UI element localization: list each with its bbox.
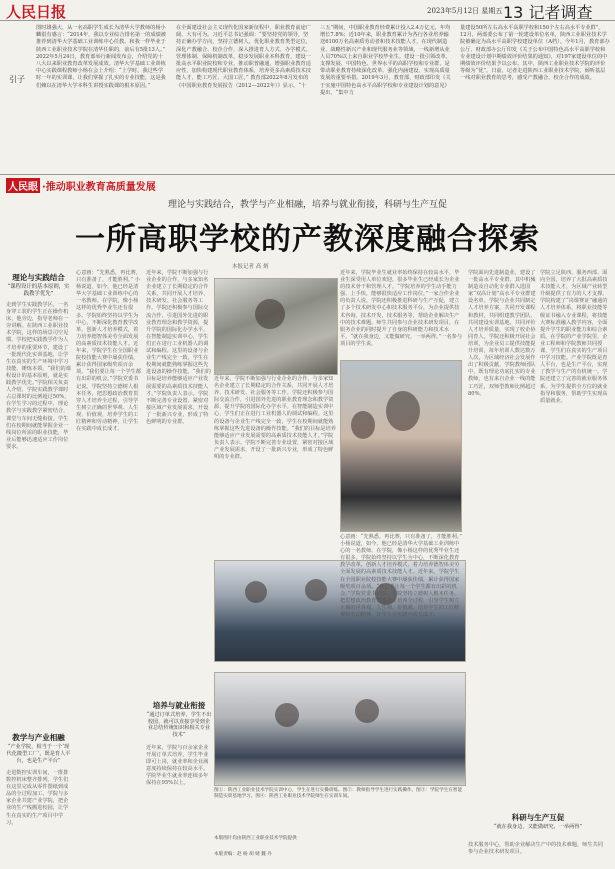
intro-column-2: 在全面建设社会主义现代化国家新征程中，职业教育前途广阔、大有可为。习近平总书记强调：“要坚持党的领导，坚持正确办学方向，坚持立德树人，优化职业教育类型定位，深化产教融合、校企合作，深入推进育人方式、办学模式、管理体制、保障机制改革，稳步发展职业本科教育，建设一批高水平职业院校和专业，推动职普融通，增强职业教育适应性，加快构建现代职业教育体系，培养更多高素质技术技能人才、能工巧匠、大国工匠。” 教育部2022年8月发布的《中国职业教育发展报告（2012—2022年）》显示，“十 (176, 25, 311, 89)
sidebar2-title: 教学与产业相融 (12, 733, 65, 742)
article-headline: 一所高职学校的产教深度融合探索 (75, 222, 540, 257)
sidebar1-body: 走到学生实践教学区，一名身穿工装的学生正在操作机床，他旁边，指导老师在一旁讲解。在陕西工业职业技术学院，这样的场景司空见惯。学校把实践教学作为人才培养的重要环节，建设了一批现代化实训基地，让学生在真实的生产环境中学习技能、锤炼本领。“我们的课程设计的基本原则，就是实践教学优先。”学院相关负责人介绍，学院实践教学课时占总课时的比例超过50%，在学生学习的过程中，理论教学与实践教学紧密结合，课堂与车间无缝衔接。学生们在校期间就能掌握企业一线岗位所需的职业技能，毕业后能够迅速适应工作岗位要求。 (6, 302, 71, 450)
photo-2-figure (386, 391, 420, 431)
section-title: 13 记者调查 (503, 3, 593, 22)
photo-caption: 图①：陕西工业职业技术学院实训中心，学生在进行实操训练。图②：教师指导学生进行实践操作。图③：学院学生在智能制造实训基地学习。图④：陕西工业职业技术学院师生在实训车间。 (214, 788, 463, 800)
sidebar2-subtitle: “产业学院，相当于一个‘现代化微型工厂’，既是育人平台，也是生产平台” (6, 744, 71, 764)
article-subhead: 理论与实践结合，教学与产业相融，培养与就业衔接，科研与生产互促 (167, 200, 447, 210)
article-column-3b: 近年来，学院不断加强与行业企业的合作，与多家知名企业建立了长期稳定的合作关系，共同开展人才培养、技术研发、社会服务等工作。学院还积极参与国际交流合作，引进国外先进的职业教育理念和教学资源，提升学院的国际化办学水平。在智能制造实训中心，学生们正在进行工业机器人的调试和编程。这里的设备与企业生产线完全一致，学生在校期间就能熟练掌握这些先进设备的操作技能。“我们的目标是培养能够适应产业发展需要的高素质技术技能人才。”学院负责人表示。学院不断完善专业设置，紧密对接区域产业发展需求，开设了一批新兴专业，形成了特色鲜明的专业群。 (214, 376, 336, 461)
intro-column-3: 三五”期间，中国职业教育经费累计投入2.4万亿元，年均增长7.8%；近10年来，职业教育累计为各行各业培养输送6100万名高素质劳动者和技术技能人才，在现代制造业、战略性新兴产业和现代服务业等领域，一线新增从业人员70%以上来自职业学校毕业生。建设一批引领改革、支撑发展、中国特色、世界水平的高职学校和专业群，是带动职业教育持续深化改革、强化内涵建设、实现高质量发展的重要举措。2019年3月，教育部、财政部印发《关于实施中国特色高水平高职学校和专业建设计划的意见》提出，“集中力 (320, 25, 451, 96)
sidebar3-body: 近年来，学院与百余家企业开展订单式培养，学生毕业即可上岗，就业率和企业满意度持续保持在较高水平。学院毕业生就业率连续多年保持在95%以上。 (146, 745, 209, 787)
sidebar4-title: 科研与生产互促 (511, 813, 565, 822)
article-byline: 本报记者 高 炳 (232, 264, 269, 270)
article-column-4: 近年来，学院毕业生就业率始终保持在较高水平，毕业生深受用人单位欢迎。很多毕业生已经成长为企业的技术骨干和管理人才。“学院培养的学生动手能力强、上手快，能够很快适应工作岗位。”一家合作企业的负责人说。学院还积极推进科研与生产互促，建立了多个技术研发中心和技术服务平台，为企业提供技术咨询、技术开发、技术服务等，帮助企业解决生产中的技术难题。师生共同参与企业技术研发项目，在服务企业的同时提升了自身的科研能力和技术水平。“就在我身边，又能做研究，一举两得。”一名参与项目的学生说。 (340, 270, 463, 347)
photo-4 (214, 672, 466, 786)
intro-label: 引子 (9, 75, 25, 84)
article-column-5: 学院面向先进制造业，建设了一批高水平专业群，其中机械制造及自动化专业群入选国家“双高计划”高水平专业群建设名单。学院与企业共同制定人才培养方案，共同开发课程和教材，共同组建教学团队，共同建设实训基地，共同评价人才培养质量，实现了校企协同育人。学院还积极开展社会培训，为企业员工提供技能提升培训，每年培训人数达数万人次，为区域经济社会发展作出了积极贡献。学院教师团队中，既有理论功底扎实的专业教师，也有来自企业一线的能工巧匠，双师型教师比例超过80%。 (468, 270, 536, 397)
photo-3-figure-1 (245, 581, 267, 603)
photo-2 (340, 360, 462, 532)
sidebar4-body: 技术服务中心，帮助企业解决生产中的技术难题，师生共同参与企业技术研发项目。 (468, 842, 603, 856)
sidebar1-title: 理论与实践结合 (12, 273, 65, 282)
article-column-6: 学院立足陕西、服务西部、面向全国，培养了大批高素质技术技能人才，为区域产业转型升级提供了有力的人才支撑。学院构建了“岗课赛证”融通的人才培养体系，将职业技能等级证书融入专业课程，将技能大赛标准融入教学内容，全面提升学生的职业能力和综合素质。在学院的产业学院里，企业工程师和学院教师共同授课，学生们在真实的生产项目中学习技能。产业学院既是育人平台，也是生产平台，实现了教学与生产的有机统一。学院还建立了完善的就业服务体系，为学生提供全方位的就业指导和服务，帮助学生实现高质量就业。 (540, 270, 608, 404)
newspaper-logo: 人民日报 (6, 3, 67, 21)
intro-column-4: 量建设50所左右高水平高职学校和150个左右高水平专业群”。12月，两部委公布了第一轮建设单位名单，陕西工业职业技术学院被确定为高水平高职学校建设单位（A档）。今年1月，教育部办公厅、财政部办公厅印发《关于公布中国特色高水平高职学校和专业建设计划中期绩效评价结果的通知》，对197家建设单位的中期绩效评价结果予以公布。其中，陕西工业职业技术学院的评价等级为“优”。日前，记者走进陕西工业职业技术学院，倾听基层一线对职业教育的思考，感受产教融合、校企合作的成效。 (460, 25, 610, 82)
section-divider (0, 174, 615, 175)
photo-1-figure (255, 299, 285, 329)
article-column-3: 近年来，学院不断加强与行业企业的合作，与多家知名企业建立了长期稳定的合作关系，共同开展人才培养、技术研发、社会服务等工作。学院还积极参与国际交流合作，引进国外先进的职业教育理念和教学资源，提升学院的国际化办学水平。在智能制造实训中心，学生们正在进行工业机器人的调试和编程。这里的设备与企业生产线完全一致，学生在校期间就能熟练掌握这些先进设备的操作技能。“我们的目标是培养能够适应产业发展需要的高素质技术技能人才。”学院负责人表示。学院不断完善专业设置，紧密对接区域产业发展需求，开设了一批新兴专业，形成了特色鲜明的专业群。 (146, 270, 211, 425)
banner-badge: 人民眼 (6, 178, 40, 193)
article-column-4b: 心意画：“先熟悉，再比赛，只有准备了，才能胜利。” 小杨说道，如今，他已经是清华大学基础工业训练中心的一名教师。在学院，像小杨这样的优秀毕业生还有很多。学院始终坚持以学生为中心，不断深化教育教学改革，创新人才培养模式，着力培养德智体美劳全面发展的高素质技术技能人才。近年来，学院学生在全国职业院校技能大赛中屡获佳绩，累计获得国家级奖项百余项。“我们要让每一个学生都有出彩的机会。”学院党委书记说。学院坚持立德树人根本任务，把思想政治教育贯穿人才培养全过程，引导学生树立正确的世界观、人生观、价值观，培养学生的工匠精神和劳动精神，让学生在实践中成长成才。 (340, 534, 463, 619)
photo-2-figure-2 (351, 411, 375, 439)
page-editors: 本版责编：赵 杨 胡 婧 魏 丹 (214, 852, 272, 857)
column-banner (6, 178, 156, 193)
issue-date: 2023年5月12日 星期五 (427, 7, 503, 15)
masthead (0, 0, 615, 21)
photo-1 (214, 278, 338, 375)
sidebar3-title: 培养与就业衔接 (152, 701, 206, 710)
article-column-2: 心意画：“先熟悉，再比赛，只有准备了，才能胜利。” 小杨说道，如今，他已经是清华大学基础工业训练中心的一名教师。在学院，像小杨这样的优秀毕业生还有很多。学院始终坚持以学生为中心，不断深化教育教学改革，创新人才培养模式，着力培养德智体美劳全面发展的高素质技术技能人才。近年来，学院学生在全国职业院校技能大赛中屡获佳绩，累计获得国家级奖项百余项。“我们要让每一个学生都有出彩的机会。”学院党委书记说。学院坚持立德树人根本任务，把思想政治教育贯穿人才培养全过程，引导学生树立正确的世界观、人生观、价值观，培养学生的工匠精神和劳动精神，让学生在实践中成长成才。 (76, 270, 141, 433)
banner-text: ·推动职业教育高质量发展 (42, 182, 156, 193)
sidebar2-body: 走进数控实训车间，一排排数控机床整齐排列。学生们在这里完成从零件图纸到成品的全过程加工。学院与多家企业共建产业学院，把企业的生产线搬进校园，让学生在真实的生产项目中学习。 (6, 770, 69, 826)
photo-4-figure-2 (355, 699, 379, 723)
sidebar3-subtitle: “通过订单式培养，学生不出校园，就可以直接享受到企业总结传统知识和相关专业技术” (146, 712, 212, 738)
sidebar4-subtitle: “就在我身边，又能做研究，一举两得” (493, 824, 583, 830)
photo-3-figure-2 (305, 579, 327, 601)
photo-credits: 本版图片均由陕西工业职业技术学院提供 (214, 836, 297, 841)
photo-4-figure-1 (275, 703, 299, 727)
sidebar1-subtitle: “课程设计的基本原则，实践教学优先” (7, 284, 70, 297)
intro-column-1: 图时雄强大，从一名高职学生成长为清华大学教师的杨小麟很有感言：“2014年，我以专业综合排名第一的成绩被推荐到清华大学基础工业训练中心任教。和我一样毕业于陕西工业职业技术学院在清华任职的，前后有5批13人。” 2022年5月24日，教育部举行新闻发布会，介绍党的十八大以来职业教育改革发展成效。清华大学基础工业训练中心实践课程教师小杨在会上介绍：“上学时，我过些学时一年的实训课，让我们掌握了扎实的专业技能，这是我们赖以在清华大学本科生讲授实践课的根本原因。” (36, 25, 166, 89)
